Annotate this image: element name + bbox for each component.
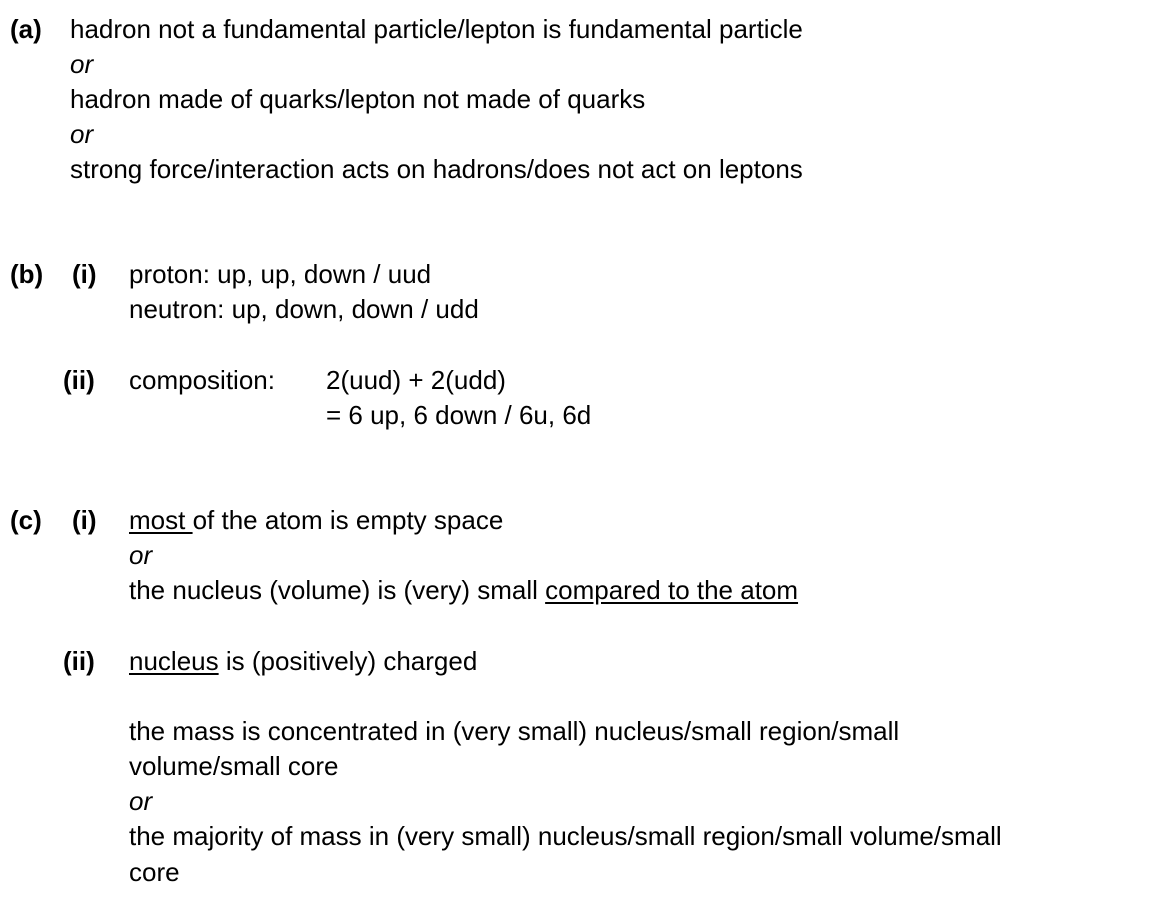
part-b-ii-line-2: = 6 up, 6 down / 6u, 6d xyxy=(326,400,592,430)
part-c-ii-line-3: volume/small core xyxy=(129,751,339,781)
part-c-ii-line-2: the mass is concentrated in (very small) nucleus/small region/small xyxy=(129,716,900,746)
part-c-ii-underlined-nucleus: nucleus xyxy=(129,646,219,676)
part-a-or-1: or xyxy=(70,49,94,79)
part-c-ii-line-4: the majority of mass in (very small) nucleus/small region/small volume/small xyxy=(129,821,1002,851)
part-c-ii-line-5: core xyxy=(129,857,180,887)
part-b-i-label: (i) xyxy=(72,259,97,289)
part-c-i-underlined-compared: compared to the atom xyxy=(545,575,799,605)
part-a-line-2: hadron made of quarks/lepton not made of quarks xyxy=(70,84,646,114)
part-c-i-line-1-rest: of the atom is empty space xyxy=(192,505,504,535)
part-b-label: (b) xyxy=(10,259,44,289)
part-a-line-3: strong force/interaction acts on hadrons/does not act on leptons xyxy=(70,154,803,184)
part-c-label: (c) xyxy=(10,505,42,535)
part-c-ii-line-1 xyxy=(129,646,477,676)
part-a-line-1: hadron not a fundamental particle/lepton is fundamental particle xyxy=(70,14,803,44)
part-c-i-label: (i) xyxy=(72,505,97,535)
part-a-label: (a) xyxy=(10,14,42,44)
part-c-i-or: or xyxy=(129,540,153,570)
part-c-i-line-2-start: the nucleus (volume) is (very) small xyxy=(129,575,546,605)
part-b-ii-label: (ii) xyxy=(63,365,95,395)
part-c-ii-line-1-rest: is (positively) charged xyxy=(218,646,478,676)
part-b-i-proton: proton: up, up, down / uud xyxy=(129,259,432,289)
part-a-or-2: or xyxy=(70,119,94,149)
part-b-ii-composition-label: composition: xyxy=(129,365,275,395)
part-b-ii-line-1: 2(uud) + 2(udd) xyxy=(326,365,506,395)
part-c-i-underlined-most: most xyxy=(129,505,193,535)
part-c-ii-label: (ii) xyxy=(63,646,95,676)
part-b-i-neutron: neutron: up, down, down / udd xyxy=(129,294,479,324)
part-c-ii-or: or xyxy=(129,786,153,816)
part-c-i-line-1 xyxy=(129,505,503,535)
part-c-i-line-2 xyxy=(129,575,798,605)
